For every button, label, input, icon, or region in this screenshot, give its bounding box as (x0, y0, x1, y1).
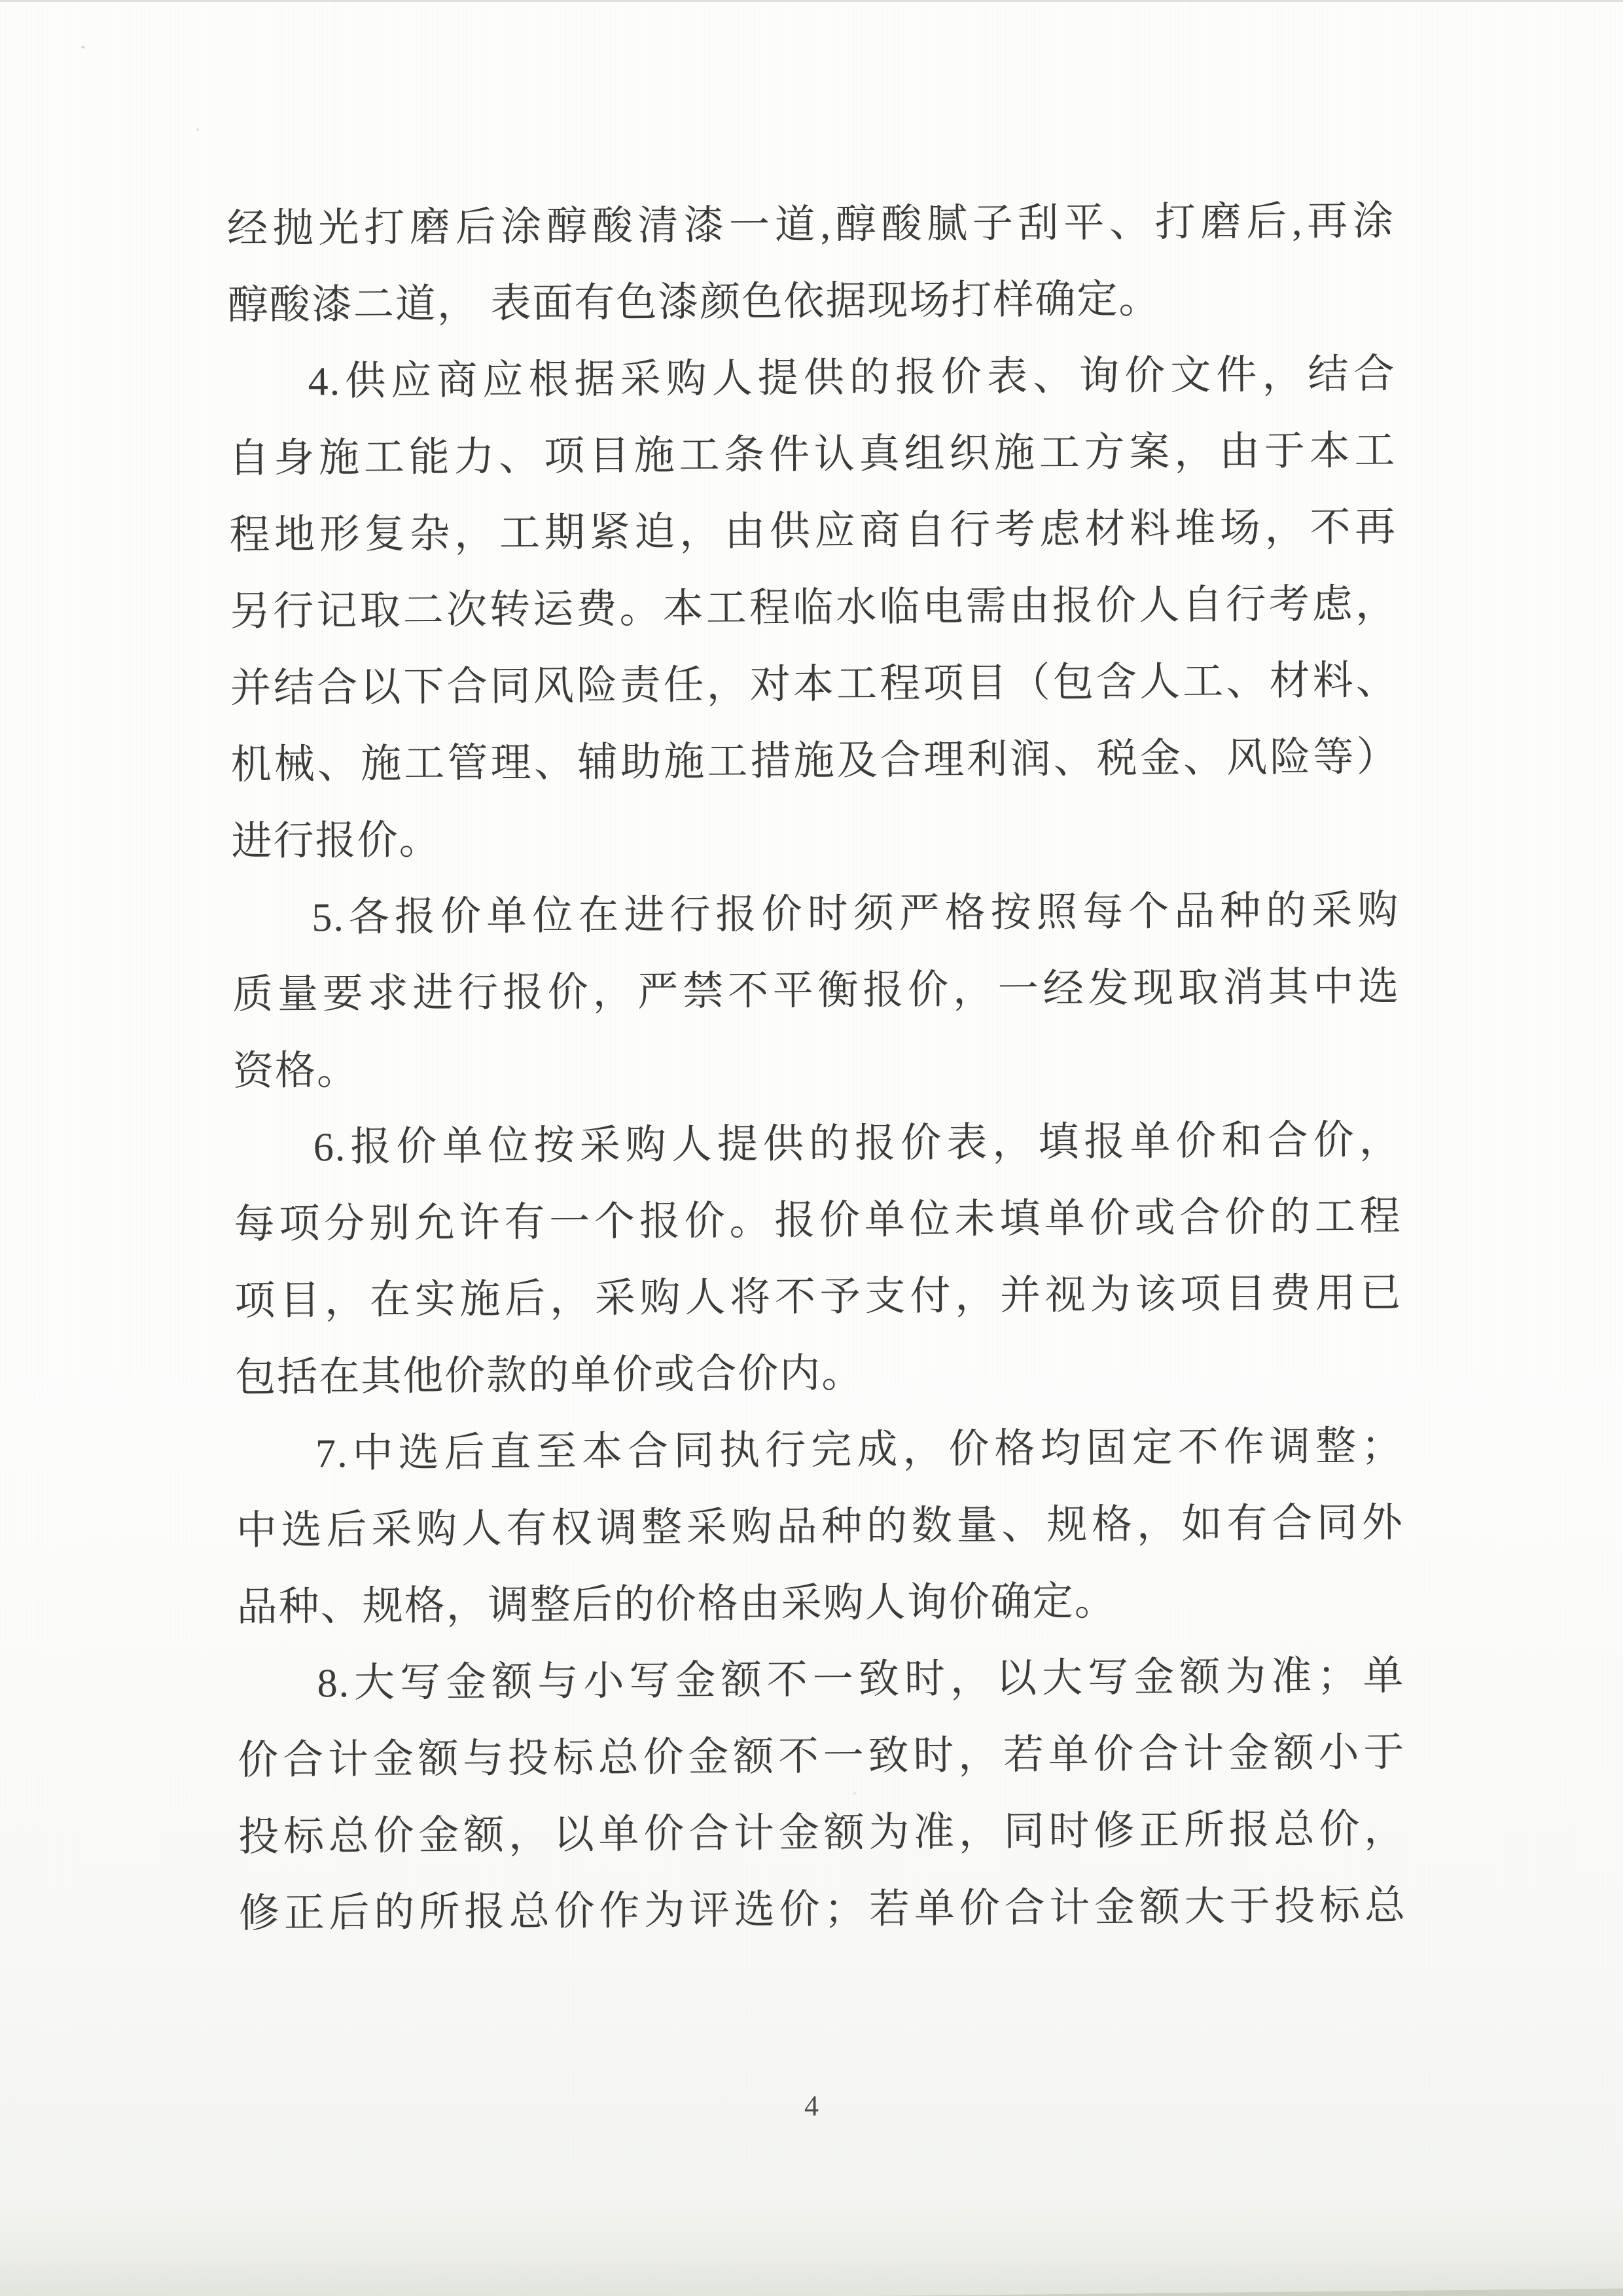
page-number: 4 (804, 2090, 819, 2122)
text-line: 品种、规格，调整后的价格由采购人询价确定。 (236, 1579, 1116, 1630)
text-line: 醇酸漆二道， 表面有色漆颜色依据现场打样确定。 (227, 277, 1161, 329)
text-line: 修正后的所报总价作为评选价；若单价合计金额大于投标总 (238, 1883, 1407, 1937)
text-line: 6.报价单位按采购人提供的报价表，填报单价和合价， (313, 1117, 1402, 1170)
scan-shadow-bottom (0, 2198, 1623, 2296)
text-line: 投标总价金额，以单价合计金额为准，同时修正所报总价， (238, 1806, 1406, 1860)
text-line: 进行报价。 (231, 818, 441, 865)
text-line: 资格。 (232, 1048, 359, 1094)
text-line: 中选后采购人有权调整采购品种的数量、规格，如有合同外 (236, 1500, 1404, 1554)
scan-edge-top (0, 0, 1623, 2)
paper-speck (196, 128, 199, 131)
text-line: 经抛光打磨后涂醇酸清漆一道,醇酸腻子刮平、打磨后,再涂 (226, 198, 1395, 252)
text-line: 另行记取二次转运费。本工程临水临电需由报价人自行考虑， (229, 581, 1398, 635)
text-line: 程地形复杂，工期紧迫，由供应商自行考虑材料堆场，不再 (229, 505, 1397, 558)
text-line: 包括在其他价款的单价或合价内。 (235, 1351, 864, 1401)
text-line: 4.供应商应根据采购人提供的报价表、询价文件，结合 (308, 351, 1396, 404)
paper-speck (81, 46, 85, 48)
text-line: 每项分别允许有一个报价。报价单位未填单价或合价的工程 (234, 1194, 1402, 1247)
text-line: 并结合以下合同风险责任，对本工程项目（包含人工、材料、 (230, 658, 1399, 711)
text-line: 价合计金额与投标总价金额不一致时，若单价合计金额小于 (238, 1730, 1406, 1784)
text-line: 机械、施工管理、辅助施工措施及合理利润、税金、风险等） (230, 734, 1399, 788)
text-line: 项目，在实施后，采购人将不予支付，并视为该项目费用已 (234, 1270, 1402, 1324)
text-line: 质量要求进行报价，严禁不平衡报价，一经发现取消其中选 (232, 964, 1400, 1018)
text-line: 8.大写金额与小写金额不一致时，以大写金额为准；单 (317, 1653, 1405, 1706)
text-line: 自身施工能力、项目施工条件认真组织施工方案，由于本工 (228, 428, 1397, 482)
text-line: 7.中选后直至本合同执行完成，价格均固定不作调整； (315, 1424, 1404, 1477)
document-body (227, 183, 1407, 1952)
text-line: 5.各报价单位在进行报价时须严格按照每个品种的采购 (312, 888, 1400, 941)
